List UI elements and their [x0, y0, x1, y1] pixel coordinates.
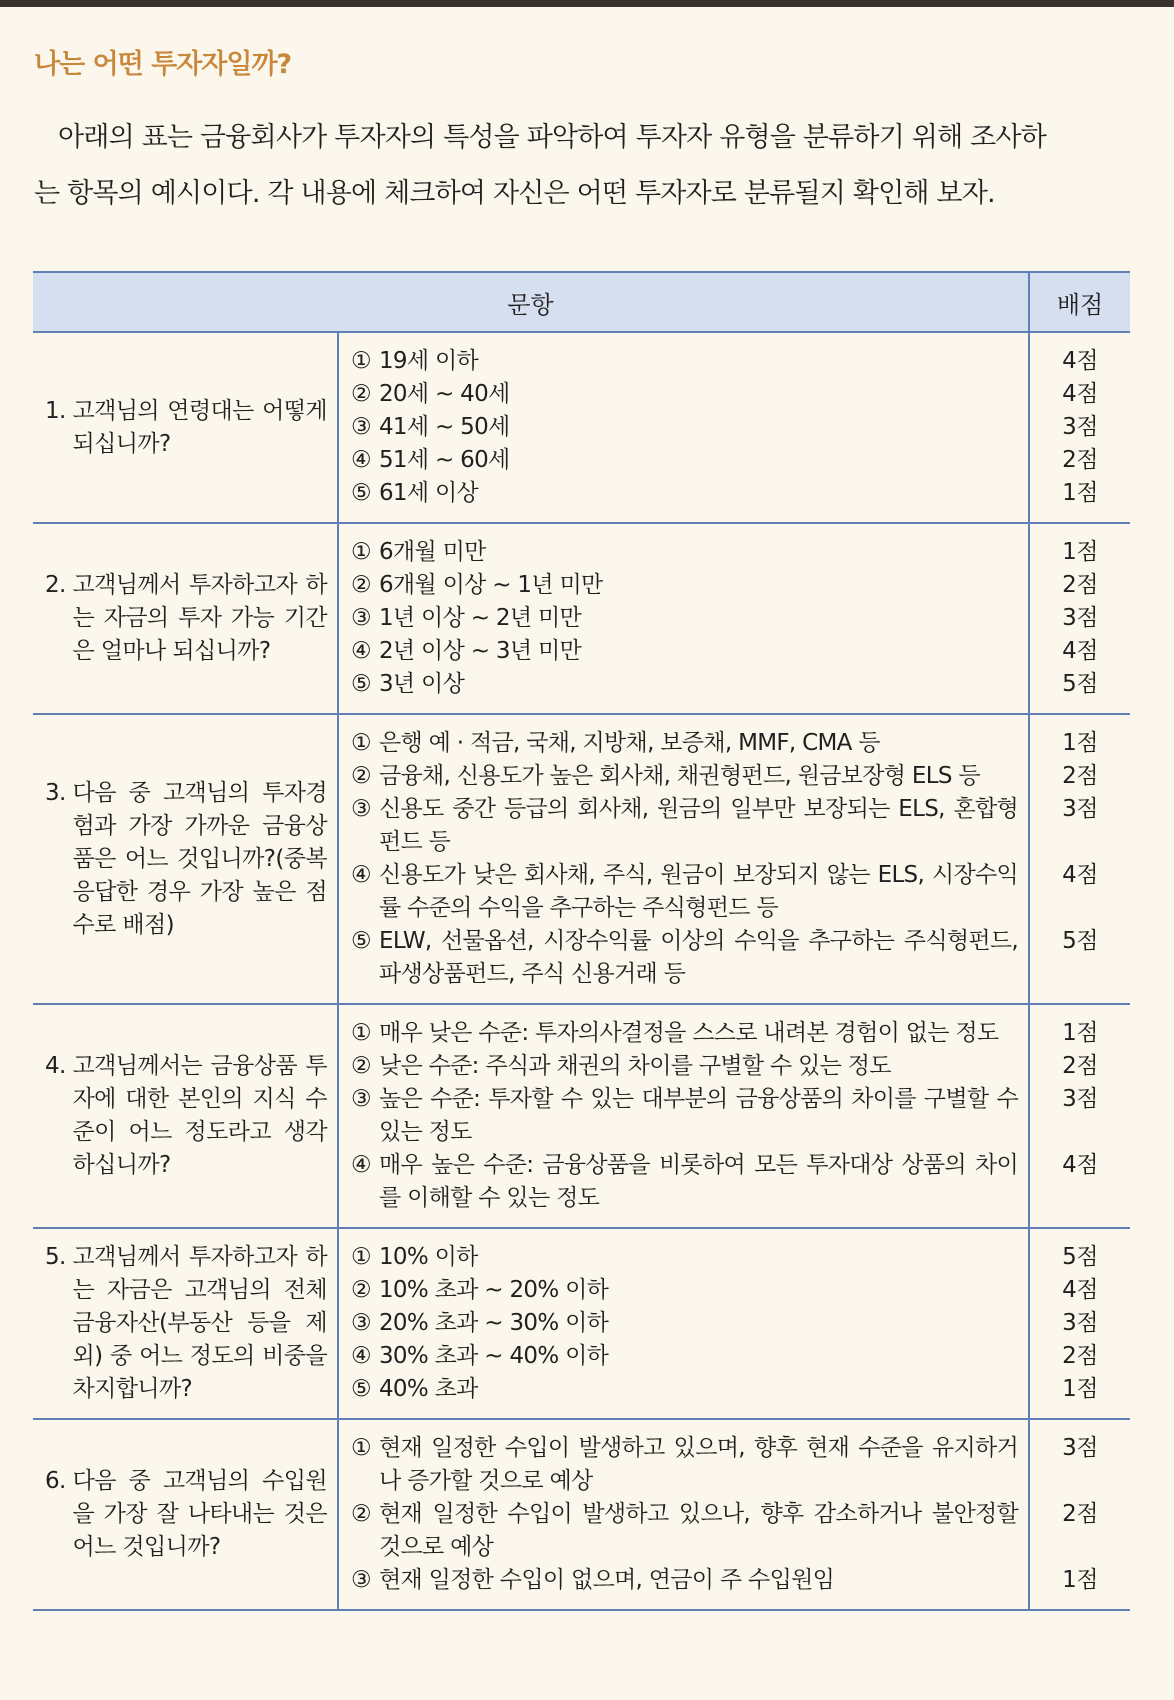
answer-option[interactable] [339, 760, 1028, 793]
question-number: 4. [45, 1053, 73, 1079]
option-number: ① [351, 348, 371, 374]
section-heading: 나는 어떤 투자자일까? [34, 49, 292, 80]
option-number: ② [351, 763, 371, 789]
option-text: 10% 초과 ~ 20% 이하 [379, 1277, 609, 1303]
table-row [33, 1004, 1130, 1228]
option-score: 3점 [1062, 414, 1098, 440]
option-text: 현재 일정한 수입이 발생하고 있으며, 향후 현재 수준을 유지하거나 증가할 것으로 예상 [379, 1435, 1018, 1494]
answer-option[interactable] [339, 602, 1028, 635]
answer-option[interactable] [339, 444, 1028, 477]
option-score: 5점 [1062, 928, 1098, 954]
option-score: 4점 [1062, 862, 1098, 888]
answer-option[interactable] [339, 1340, 1028, 1373]
option-number: ⑤ [351, 1376, 371, 1402]
option-text: 30% 초과 ~ 40% 이하 [379, 1343, 609, 1369]
option-text: 2년 이상 ~ 3년 미만 [379, 638, 581, 664]
answer-option[interactable] [339, 345, 1028, 378]
option-score: 3점 [1062, 605, 1098, 631]
option-text: 높은 수준: 투자할 수 있는 대부분의 금융상품의 차이를 구별할 수 있는 정도 [379, 1086, 1018, 1145]
question-body: 다음 중 고객님의 수입원을 가장 잘 나타내는 것은 어느 것입니까? [72, 1468, 327, 1560]
option-score: 1점 [1062, 1567, 1098, 1593]
option-score: 1점 [1062, 1376, 1098, 1402]
option-score: 2점 [1062, 1053, 1098, 1079]
options-cell [338, 1228, 1029, 1419]
option-score: 1점 [1062, 730, 1098, 756]
option-text: 6개월 이상 ~ 1년 미만 [379, 572, 603, 598]
question-text [33, 1465, 337, 1564]
option-score: 4점 [1062, 381, 1098, 407]
options-cell [338, 1004, 1029, 1228]
option-score: 4점 [1062, 1152, 1098, 1178]
question-body: 고객님께서 투자하고자 하는 자금의 투자 가능 기간은 얼마나 되십니까? [72, 572, 327, 664]
option-score: 2점 [1062, 763, 1098, 789]
answer-option[interactable] [339, 477, 1028, 510]
question-number: 3. [45, 779, 73, 806]
option-text: 신용도 중간 등급의 회사채, 원금의 일부만 보장되는 ELS, 혼합형 펀드 등 [379, 796, 1018, 855]
option-number: ③ [351, 1310, 371, 1336]
option-score: 3점 [1062, 1435, 1098, 1461]
option-number: ② [351, 381, 371, 407]
option-score: 2점 [1062, 1343, 1098, 1369]
option-number: ⑤ [351, 928, 371, 954]
option-text: 은행 예 · 적금, 국채, 지방채, 보증채, MMF, CMA 등 [379, 730, 880, 756]
score-cell [1029, 332, 1130, 523]
option-text: 20% 초과 ~ 30% 이하 [379, 1310, 609, 1336]
answer-option[interactable] [339, 1373, 1028, 1406]
answer-option[interactable] [339, 925, 1028, 991]
option-number: ② [351, 1501, 371, 1527]
answer-option[interactable] [339, 378, 1028, 411]
option-number: ④ [351, 862, 371, 888]
answer-option[interactable] [339, 1432, 1028, 1498]
option-text: 신용도가 낮은 회사채, 주식, 원금이 보장되지 않는 ELS, 시장수익률 수준의 수익을 추구하는 주식형펀드 등 [379, 862, 1018, 921]
score-cell [1029, 1004, 1130, 1228]
question-text [33, 1050, 337, 1182]
option-score: 5점 [1062, 1244, 1098, 1270]
option-text: 3년 이상 [379, 671, 465, 697]
option-text: 금융채, 신용도가 높은 회사채, 채권형펀드, 원금보장형 ELS 등 [379, 763, 980, 789]
option-number: ① [351, 730, 371, 756]
option-text: 10% 이하 [379, 1244, 478, 1270]
option-number: ③ [351, 1567, 371, 1593]
options-cell [338, 714, 1029, 1004]
option-score: 4점 [1062, 1277, 1098, 1303]
answer-option[interactable] [339, 536, 1028, 569]
option-score: 3점 [1062, 1086, 1098, 1112]
answer-option[interactable] [339, 793, 1028, 859]
option-text: 61세 이상 [379, 480, 479, 506]
score-cell [1029, 523, 1130, 714]
option-score: 2점 [1062, 447, 1098, 473]
option-number: ② [351, 1277, 371, 1303]
options-cell [338, 332, 1029, 523]
table-row [33, 714, 1130, 1004]
question-number: 6. [45, 1468, 73, 1494]
top-decorative-bar [0, 0, 1174, 7]
option-number: ① [351, 1244, 371, 1270]
options-cell [338, 523, 1029, 714]
option-text: 6개월 미만 [379, 539, 486, 565]
option-score: 3점 [1062, 796, 1098, 822]
table-row [33, 1228, 1130, 1419]
intro-line-1: 아래의 표는 금융회사가 투자자의 특성을 파악하여 투자자 유형을 분류하기 위해 조사하 [58, 122, 1046, 153]
option-score: 4점 [1062, 348, 1098, 374]
answer-option[interactable] [339, 411, 1028, 444]
option-score: 2점 [1062, 1501, 1098, 1527]
table-header-row [33, 272, 1130, 332]
intro-line-2: 는 항목의 예시이다. 각 내용에 체크하여 자신은 어떤 투자자로 분류될지 확인해 보자. [34, 178, 995, 209]
option-text: 20세 ~ 40세 [379, 381, 510, 407]
option-number: ④ [351, 1343, 371, 1369]
option-number: ③ [351, 1086, 371, 1112]
table-row [33, 523, 1130, 714]
option-text: 현재 일정한 수입이 발생하고 있으나, 향후 감소하거나 불안정할 것으로 예상 [379, 1501, 1018, 1560]
option-number: ③ [351, 796, 371, 822]
option-score: 5점 [1062, 671, 1098, 697]
answer-option[interactable] [339, 859, 1028, 925]
answer-option[interactable] [339, 1274, 1028, 1307]
intro-paragraph [34, 110, 1134, 222]
option-text: 매우 낮은 수준: 투자의사결정을 스스로 내려본 경험이 없는 정도 [379, 1020, 999, 1046]
option-text: 41세 ~ 50세 [379, 414, 510, 440]
option-number: ⑤ [351, 671, 371, 697]
option-score: 1점 [1062, 539, 1098, 565]
header-score: 배점 [1029, 272, 1130, 332]
question-body: 고객님의 연령대는 어떻게 되십니까? [72, 397, 327, 457]
answer-option[interactable] [339, 1017, 1028, 1050]
option-number: ② [351, 1053, 371, 1079]
answer-option[interactable] [339, 1564, 1028, 1597]
question-cell [33, 1419, 338, 1610]
table-row [33, 1419, 1130, 1610]
question-text [33, 1241, 337, 1406]
option-score: 3점 [1062, 1310, 1098, 1336]
question-cell [33, 523, 338, 714]
option-number: ⑤ [351, 480, 371, 506]
option-score: 2점 [1062, 572, 1098, 598]
question-body: 고객님께서는 금융상품 투자에 대한 본인의 지식 수준이 어느 정도라고 생각하십니까? [72, 1053, 327, 1178]
question-number: 1. [45, 397, 73, 424]
answer-option[interactable] [339, 668, 1028, 701]
question-cell [33, 1004, 338, 1228]
question-cell [33, 332, 338, 523]
option-number: ① [351, 539, 371, 565]
answer-option[interactable] [339, 635, 1028, 668]
question-number: 2. [45, 572, 73, 598]
score-cell [1029, 714, 1130, 1004]
question-text [33, 395, 337, 461]
question-number: 5. [45, 1244, 73, 1270]
option-score: 4점 [1062, 638, 1098, 664]
answer-option[interactable] [339, 1498, 1028, 1564]
score-cell [1029, 1419, 1130, 1610]
survey-body [33, 332, 1130, 1610]
question-body: 고객님께서 투자하고자 하는 자금은 고객님의 전체 금융자산(부동산 등을 제외) 중 어느 정도의 비중을 차지합니까? [72, 1244, 327, 1402]
option-number: ③ [351, 414, 371, 440]
answer-option[interactable] [339, 727, 1028, 760]
answer-option[interactable] [339, 1050, 1028, 1083]
option-text: 1년 이상 ~ 2년 미만 [379, 605, 581, 631]
option-number: ① [351, 1020, 371, 1046]
option-score: 1점 [1062, 480, 1098, 506]
option-text: 51세 ~ 60세 [379, 447, 510, 473]
option-text: 낮은 수준: 주식과 채권의 차이를 구별할 수 있는 정도 [379, 1053, 891, 1079]
header-question: 문항 [33, 272, 1029, 332]
option-number: ③ [351, 605, 371, 631]
answer-option[interactable] [339, 1241, 1028, 1274]
option-number: ④ [351, 1152, 371, 1178]
option-score: 1점 [1062, 1020, 1098, 1046]
answer-option[interactable] [339, 1083, 1028, 1149]
answer-option[interactable] [339, 1149, 1028, 1215]
question-cell [33, 714, 338, 1004]
answer-option[interactable] [339, 1307, 1028, 1340]
option-text: ELW, 선물옵션, 시장수익률 이상의 수익을 추구하는 주식형펀드, 파생상품펀드, 주식 신용거래 등 [379, 928, 1018, 987]
answer-option[interactable] [339, 569, 1028, 602]
question-cell [33, 1228, 338, 1419]
investor-survey-table [33, 271, 1130, 1611]
option-text: 19세 이하 [379, 348, 479, 374]
options-cell [338, 1419, 1029, 1610]
option-number: ④ [351, 447, 371, 473]
score-cell [1029, 1228, 1130, 1419]
option-number: ① [351, 1435, 371, 1461]
question-text [33, 777, 337, 942]
option-number: ② [351, 572, 371, 598]
option-text: 40% 초과 [379, 1376, 478, 1402]
option-text: 현재 일정한 수입이 없으며, 연금이 주 수입원임 [379, 1567, 835, 1593]
table-row [33, 332, 1130, 523]
option-text: 매우 높은 수준: 금융상품을 비롯하여 모든 투자대상 상품의 차이를 이해할 수 있는 정도 [379, 1152, 1018, 1211]
option-number: ④ [351, 638, 371, 664]
question-text [33, 569, 337, 668]
question-body: 다음 중 고객님의 투자경험과 가장 가까운 금융상품은 어느 것입니까?(중복응답한 경우 가장 높은 점수로 배점) [72, 779, 327, 938]
